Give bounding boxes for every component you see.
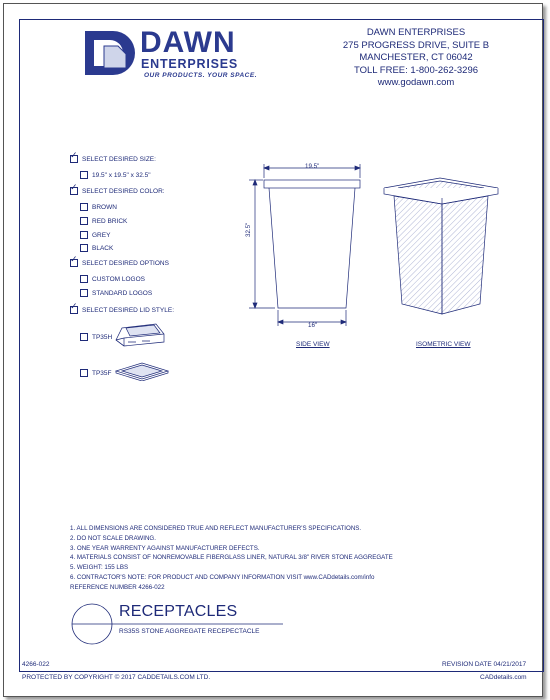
copyright-notice: PROTECTED BY COPYRIGHT © 2017 CADDETAILS.COM LTD. bbox=[22, 674, 211, 681]
option-label: STANDARD LOGOS bbox=[92, 289, 153, 297]
logo-subbrand: ENTERPRISES bbox=[141, 57, 239, 71]
notes-list bbox=[70, 524, 393, 593]
reference-number: 4266-022 bbox=[22, 661, 50, 668]
checkbox-icon[interactable] bbox=[80, 217, 88, 225]
checkbox-checked-icon[interactable] bbox=[70, 187, 78, 195]
lid-header[interactable] bbox=[70, 306, 174, 314]
color-option-label: RED BRICK bbox=[92, 217, 128, 225]
drawing-title: RECEPTACLES bbox=[119, 603, 238, 620]
note-item: 6. CONTRACTOR'S NOTE: FOR PRODUCT AND COMPANY INFORMATION VISIT www.CADdetails.com/info bbox=[70, 573, 375, 581]
checkbox-icon[interactable] bbox=[80, 203, 88, 211]
lid-tp35h-drawing bbox=[112, 318, 172, 352]
options-header-label: SELECT DESIRED OPTIONS bbox=[82, 259, 169, 267]
note-item: 2. DO NOT SCALE DRAWING. bbox=[70, 534, 156, 542]
options-header[interactable] bbox=[70, 259, 169, 267]
lid-option-label: TP35H bbox=[92, 333, 113, 341]
size-option[interactable] bbox=[80, 171, 151, 179]
note-item: 5. WEIGHT: 155 LBS bbox=[70, 564, 129, 572]
option-custom-logos[interactable] bbox=[80, 275, 145, 283]
drawing-sheet bbox=[3, 3, 543, 697]
lid-option-label: TP35F bbox=[92, 369, 112, 377]
lid-option-tp35h[interactable] bbox=[80, 333, 112, 341]
color-option-red-brick[interactable] bbox=[80, 217, 127, 225]
checkbox-icon[interactable] bbox=[80, 275, 88, 283]
color-option-grey[interactable] bbox=[80, 231, 110, 239]
color-option-label: BROWN bbox=[92, 203, 117, 211]
lid-tp35f-drawing bbox=[112, 359, 172, 381]
company-phone: TOLL FREE: 1-800-262-3296 bbox=[353, 64, 479, 76]
color-option-label: BLACK bbox=[92, 244, 114, 252]
note-item: 4. MATERIALS CONSIST OF NONREMOVABLE FIBERGLASS LINER, NATURAL 3/8" RIVER STONE AGGREGATE bbox=[70, 554, 393, 562]
company-info bbox=[326, 27, 506, 90]
checkbox-icon[interactable] bbox=[80, 171, 88, 179]
side-view-drawing bbox=[245, 160, 375, 340]
color-option-brown[interactable] bbox=[80, 203, 117, 211]
dim-bottom-label: 16" bbox=[308, 322, 318, 329]
logo-tagline: OUR PRODUCTS. YOUR SPACE. bbox=[144, 72, 258, 79]
size-option-label: 19.5" x 19.5" x 32.5" bbox=[92, 171, 151, 179]
checkbox-checked-icon[interactable] bbox=[70, 155, 78, 163]
company-name: DAWN ENTERPRISES bbox=[366, 27, 466, 38]
isometric-view-caption: ISOMETRIC VIEW bbox=[416, 341, 471, 348]
checkbox-checked-icon[interactable] bbox=[70, 259, 78, 267]
checkbox-checked-icon[interactable] bbox=[70, 306, 78, 314]
size-header[interactable] bbox=[70, 155, 156, 163]
note-item: REFERENCE NUMBER 4266-022 bbox=[70, 583, 165, 591]
checkbox-icon[interactable] bbox=[80, 369, 88, 377]
dim-top-label: 19.5" bbox=[305, 163, 320, 170]
revision-date: REVISION DATE 04/21/2017 bbox=[442, 661, 527, 668]
caddetails-link[interactable]: CADdetails.com bbox=[480, 674, 527, 681]
checkbox-icon[interactable] bbox=[80, 289, 88, 297]
lid-option-tp35f[interactable] bbox=[80, 369, 112, 377]
checkbox-icon[interactable] bbox=[80, 244, 88, 252]
company-address-2: MANCHESTER, CT 06042 bbox=[359, 52, 473, 63]
color-option-black[interactable] bbox=[80, 244, 113, 252]
drawing-subtitle: RS35S STONE AGGREGATE RECEPECTACLE bbox=[119, 628, 260, 635]
option-standard-logos[interactable] bbox=[80, 289, 152, 297]
note-item: 1. ALL DIMENSIONS ARE CONSIDERED TRUE AND REFLECT MANUFACTURER'S SPECIFICATIONS. bbox=[70, 525, 362, 532]
color-header[interactable] bbox=[70, 187, 165, 195]
checkbox-icon[interactable] bbox=[80, 333, 88, 341]
note-item: 3. ONE YEAR WARRENTY AGAINST MANUFACTURER DEFECTS. bbox=[70, 544, 260, 552]
side-view-caption: SIDE VIEW bbox=[296, 341, 330, 348]
company-address-1: 275 PROGRESS DRIVE, SUITE B bbox=[342, 39, 490, 51]
checkbox-icon[interactable] bbox=[80, 231, 88, 239]
option-label: CUSTOM LOGOS bbox=[92, 275, 145, 283]
logo-brand: DAWN bbox=[140, 26, 236, 59]
lid-header-label: SELECT DESIRED LID STYLE: bbox=[82, 306, 174, 314]
color-option-label: GREY bbox=[92, 231, 111, 239]
company-website: www.godawn.com bbox=[377, 77, 455, 88]
isometric-view-drawing bbox=[380, 176, 510, 326]
dim-height-label: 32.5" bbox=[245, 222, 252, 237]
size-header-label: SELECT DESIRED SIZE: bbox=[82, 155, 156, 163]
color-header-label: SELECT DESIRED COLOR: bbox=[82, 187, 165, 195]
